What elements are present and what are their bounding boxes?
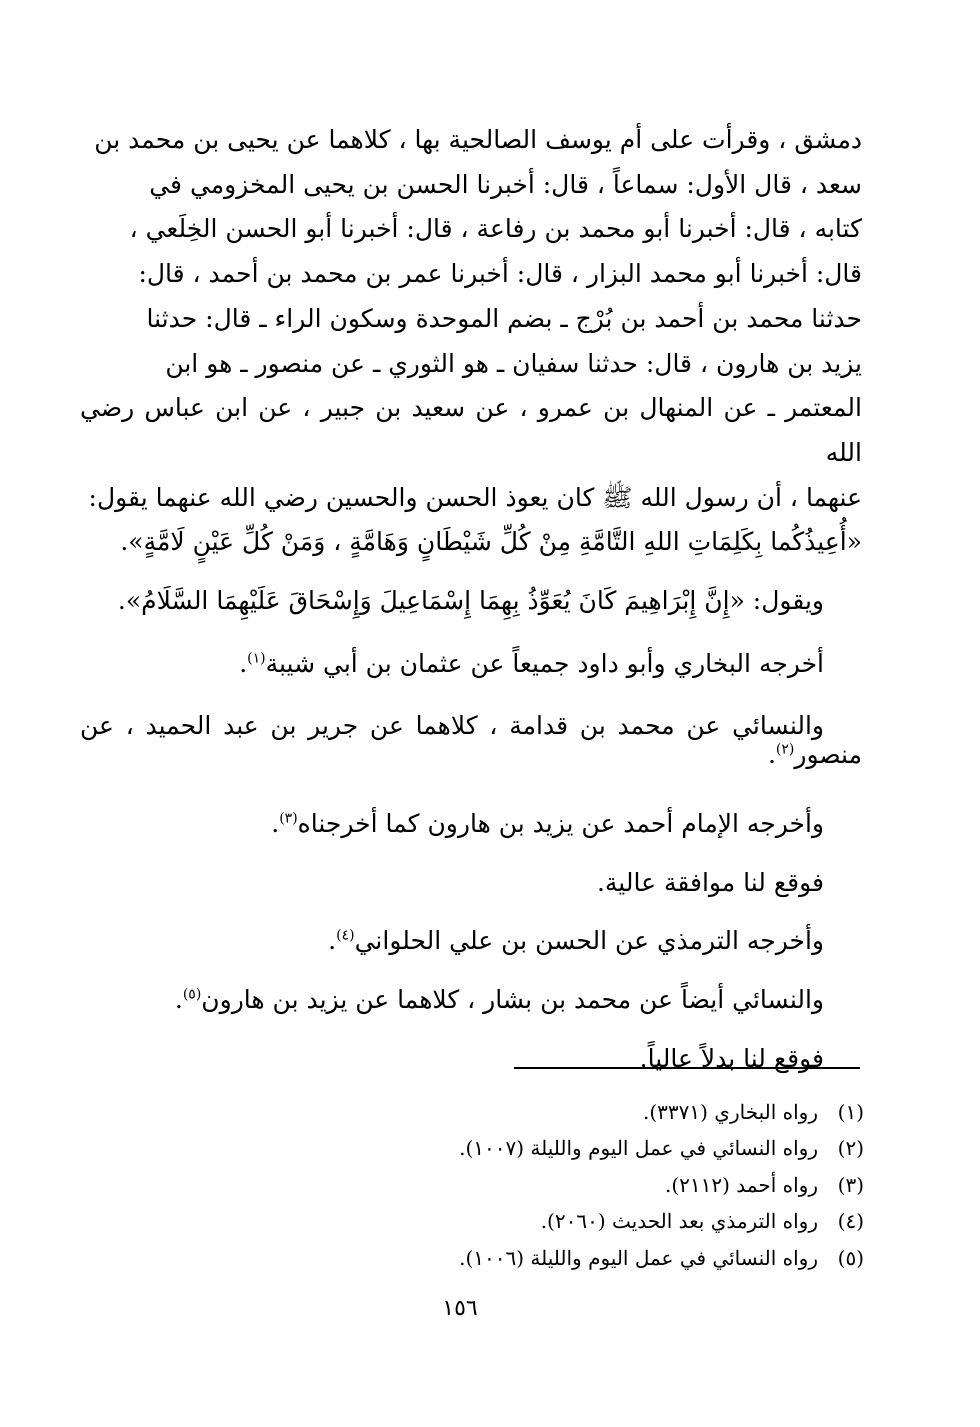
text-line: يزيد بن هارون ، قال: حدثنا سفيان ـ هو الثوري ـ عن منصور ـ هو ابن <box>165 348 862 378</box>
page-body <box>80 118 862 1081</box>
footnote-number: (٥) <box>837 1245 864 1270</box>
paragraph-text: منصور <box>794 740 862 770</box>
text-line: سعد ، قال الأول: سماعاً ، قال: أخبرنا الحسن بن يحيى المخزومي في <box>149 169 862 199</box>
footnote-text: رواه النسائي في عمل اليوم والليلة (١٠٠٧). <box>459 1136 818 1161</box>
footnote-ref[interactable]: (٥) <box>182 986 202 1003</box>
paragraph-text: أخرجه البخاري وأبو داود جميعاً عن عثمان بن أبي شيبة <box>265 648 824 678</box>
paragraph-nasai <box>80 704 862 749</box>
footnote-number: (٢) <box>837 1136 864 1161</box>
text-line: قال: أخبرنا أبو محمد البزار ، قال: أخبرنا عمر بن محمد بن أحمد ، قال: <box>138 259 862 289</box>
paragraph-ibrahim: ويقول: «إِنَّ إِبْرَاهِيمَ كَانَ يُعَوِّذُ بِهِمَا إِسْمَاعِيلَ وَإِسْحَاقَ عَلَيْهِمَا السَّلَامُ». <box>117 586 824 616</box>
paragraph-text: وأخرجه الإمام أحمد عن يزيد بن هارون كما أخرجناه <box>297 808 824 838</box>
footnote-item <box>300 1240 864 1276</box>
text-line: كتابه ، قال: أخبرنا أبو محمد بن رفاعة ، قال: أخبرنا أبو الحسن الخِلَعي ، <box>129 214 862 244</box>
paragraph-ahmad <box>80 802 862 847</box>
footnote-ref[interactable]: (٢) <box>775 741 795 758</box>
period: . <box>271 808 280 838</box>
period: . <box>174 984 183 1014</box>
footnotes <box>300 1094 864 1276</box>
paragraph-text: والنسائي أيضاً عن محمد بن بشار ، كلاهما عن يزيد بن هارون <box>201 984 824 1014</box>
text-line: عنهما ، أن رسول الله ﷺ كان يعوذ الحسن والحسين رضي الله عنهما يقول: <box>88 482 862 512</box>
period: . <box>328 926 337 956</box>
paragraph-nasai-bashar <box>80 978 862 1023</box>
period: . <box>239 648 248 678</box>
paragraph-bukhari <box>80 642 862 687</box>
footnote-text: رواه الترمذي بعد الحديث (٢٠٦٠). <box>540 1209 818 1234</box>
text-line: المعتمر ـ عن المنهال بن عمرو ، عن سعيد بن جبير ، عن ابن عباس رضي الله <box>80 393 862 467</box>
footnote-number: (٣) <box>837 1172 864 1197</box>
footnote-divider <box>514 1067 860 1069</box>
paragraph-badal: فوقع لنا بدلاً عالياً. <box>639 1043 824 1073</box>
footnote-item <box>300 1130 864 1166</box>
main-text-block <box>80 118 862 565</box>
footnote-number: (١) <box>837 1100 864 1124</box>
footnote-text: رواه النسائي في عمل اليوم والليلة (١٠٠٦). <box>459 1245 818 1270</box>
text-line: دمشق ، وقرأت على أم يوسف الصالحية بها ، كلاهما عن يحيى بن محمد بن <box>94 125 862 154</box>
paragraph-muwafaqa: فوقع لنا موافقة عالية. <box>596 867 824 897</box>
footnote-item <box>300 1094 864 1130</box>
text-line: حدثنا محمد بن أحمد بن بُرْج ـ بضم الموحدة وسكون الراء ـ قال: حدثنا <box>146 303 862 333</box>
period: . <box>767 740 776 770</box>
paragraph-text: وأخرجه الترمذي عن الحسن بن علي الحلواني <box>354 926 824 956</box>
footnote-text: رواه البخاري (٣٣٧١). <box>642 1100 818 1124</box>
footnote-ref[interactable]: (٤) <box>336 927 355 944</box>
footnote-item <box>300 1203 864 1239</box>
text-line: «أُعِيذُكُما بِكَلِمَاتِ اللهِ التَّامَّةِ مِنْ كُلِّ شَيْطَانٍ وَهَامَّةٍ ، وَمَنْ كُلِّ عَيْنٍ لَامَّةٍ». <box>120 527 862 557</box>
footnote-number: (٤) <box>837 1209 864 1234</box>
footnote-text: رواه أحمد (٢١١٢). <box>665 1172 818 1197</box>
paragraph-tirmidhi <box>80 919 862 964</box>
footnote-item <box>300 1167 864 1203</box>
footnote-ref[interactable]: (٣) <box>279 810 298 827</box>
page-number: ١٥٦ <box>442 1296 478 1321</box>
footnote-ref[interactable]: (١) <box>247 650 266 667</box>
text-line: والنسائي عن محمد بن قدامة ، كلاهما عن جرير بن عبد الحميد ، عن <box>80 711 824 741</box>
